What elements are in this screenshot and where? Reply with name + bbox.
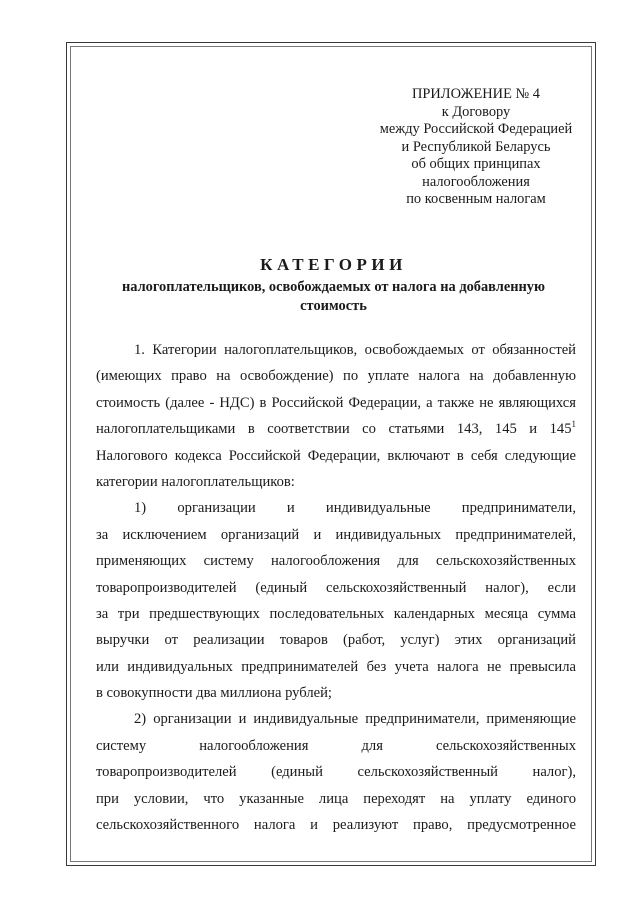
text-line: выручки от реализации товаров (работ, услуг) этих организаций bbox=[96, 632, 576, 649]
text-line: товаропроизводителей (единый сельскохозяйственный налог), если bbox=[96, 579, 576, 596]
document-title: КАТЕГОРИИ bbox=[260, 255, 407, 274]
appendix-line: по косвенным налогам bbox=[406, 191, 546, 207]
appendix-line: об общих принципах bbox=[411, 156, 541, 172]
appendix-line: к Договору bbox=[441, 103, 511, 120]
text-line: стоимость (далее - НДС) в Российской Федерации, а также не являющихся bbox=[96, 394, 576, 411]
text-line: при условии, что указанные лица переходят на уплату единого bbox=[96, 790, 576, 807]
text-line: (имеющих право на освобождение) по уплате налога на добавленную bbox=[96, 368, 576, 385]
text-line: товаропроизводителей (единый сельскохозяйственный налог), bbox=[96, 764, 576, 781]
text-line: 1. Категории налогоплательщиков, освобождаемых от обязанностей bbox=[134, 342, 576, 358]
paragraph-1 bbox=[96, 337, 576, 495]
appendix-header bbox=[360, 86, 592, 209]
document-subtitle bbox=[96, 278, 571, 316]
text-line: за исключением организаций и индивидуальных предпринимателей, bbox=[96, 526, 576, 543]
text-line: или индивидуальных предпринимателей без учета налога не превысила bbox=[96, 658, 576, 675]
superscript: 1 bbox=[571, 419, 576, 430]
text-line: 1) организации и индивидуальные предприниматели, bbox=[134, 500, 576, 517]
appendix-line: налогообложения bbox=[422, 173, 530, 190]
text-line: 2) организации и индивидуальные предприниматели, применяющие bbox=[134, 711, 576, 728]
paragraph-3 bbox=[96, 706, 576, 838]
appendix-line: и Республикой Беларусь bbox=[401, 138, 551, 155]
subtitle-line: стоимость bbox=[300, 298, 367, 314]
appendix-line: между Российской Федерацией bbox=[379, 121, 573, 137]
text-line: сельскохозяйственного налога и реализуют право, предусмотренное bbox=[96, 817, 576, 834]
text-line: применяющих систему налогообложения для сельскохозяйственных bbox=[96, 553, 576, 570]
text-line: за три предшествующих последовательных календарных месяца сумма bbox=[96, 605, 576, 622]
text-line bbox=[96, 416, 576, 442]
paragraph-2 bbox=[96, 495, 576, 706]
appendix-line: ПРИЛОЖЕНИЕ № 4 bbox=[412, 86, 540, 102]
subtitle-line: налогоплательщиков, освобождаемых от налога на добавленную bbox=[122, 279, 545, 295]
text-line: систему налогообложения для сельскохозяйственных bbox=[96, 737, 576, 754]
text-line: в совокупности два миллиона рублей; bbox=[96, 685, 332, 702]
text-fragment: налогоплательщиками в соответствии со статьями 143, 145 и 145 bbox=[96, 421, 572, 438]
text-line: Налогового кодекса Российской Федерации, включают в себя следующие bbox=[96, 447, 576, 464]
document-body bbox=[96, 337, 576, 838]
text-line: категории налогоплательщиков: bbox=[96, 473, 295, 490]
